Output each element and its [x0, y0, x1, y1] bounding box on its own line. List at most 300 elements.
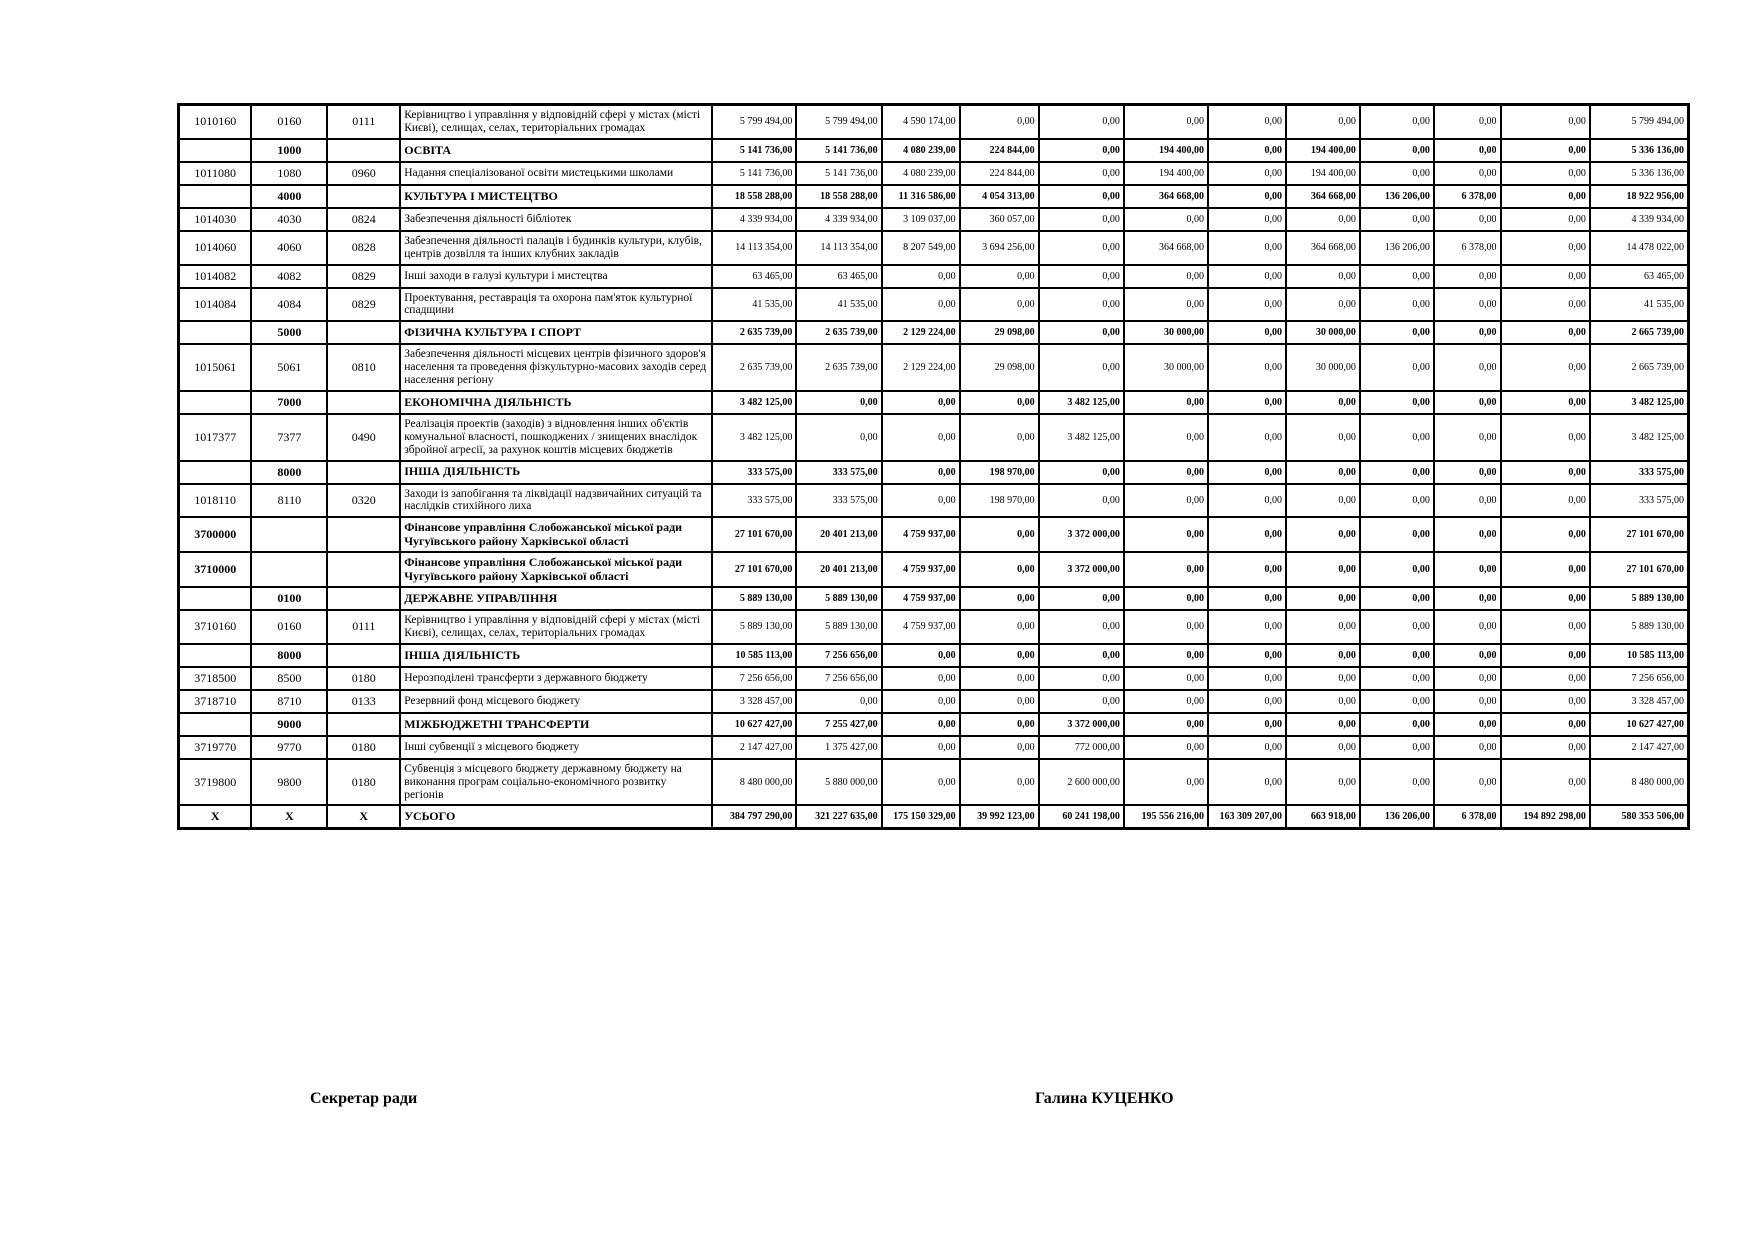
value-cell-4: 0,00 [960, 736, 1039, 759]
value-cell-11: 0,00 [1501, 517, 1590, 552]
value-cell-5: 0,00 [1039, 208, 1124, 231]
table-row [179, 185, 1689, 208]
program-code-cell [179, 139, 252, 162]
table-row [179, 610, 1689, 644]
typed-code-cell: 8000 [251, 461, 327, 484]
expenditure-name-cell: Резервний фонд місцевого бюджету [400, 690, 712, 713]
value-cell-4: 0,00 [960, 610, 1039, 644]
value-cell-7: 0,00 [1208, 391, 1286, 414]
value-cell-10: 6 378,00 [1434, 185, 1501, 208]
value-cell-11: 0,00 [1501, 162, 1590, 185]
typed-code-cell: 7377 [251, 414, 327, 461]
typed-code-cell: 7000 [251, 391, 327, 414]
program-code-cell: 1011080 [179, 162, 252, 185]
expenditure-name-cell: МІЖБЮДЖЕТНІ ТРАНСФЕРТИ [400, 713, 712, 736]
value-cell-7: 0,00 [1208, 265, 1286, 288]
table-row [179, 265, 1689, 288]
value-cell-4: 0,00 [960, 105, 1039, 139]
table-row [179, 805, 1689, 829]
budget-table-body [179, 105, 1689, 829]
value-cell-12: 3 482 125,00 [1590, 414, 1689, 461]
value-cell-10: 0,00 [1434, 344, 1501, 391]
value-cell-3: 0,00 [882, 690, 960, 713]
value-cell-3: 0,00 [882, 288, 960, 322]
value-cell-2: 14 113 354,00 [796, 231, 881, 265]
table-row [179, 288, 1689, 322]
value-cell-6: 0,00 [1124, 288, 1208, 322]
value-cell-2: 5 141 736,00 [796, 162, 881, 185]
program-code-cell [179, 461, 252, 484]
value-cell-11: 0,00 [1501, 713, 1590, 736]
value-cell-9: 0,00 [1360, 587, 1434, 610]
expenditure-name-cell: Субвенція з місцевого бюджету державному бюджету на виконання програм соціально-економічного розвитку регіонів [400, 759, 712, 806]
budget-table [177, 103, 1690, 830]
value-cell-3: 3 109 037,00 [882, 208, 960, 231]
expenditure-name-cell: ОСВІТА [400, 139, 712, 162]
value-cell-11: 0,00 [1501, 208, 1590, 231]
functional-code-cell: 0180 [327, 759, 400, 806]
value-cell-8: 0,00 [1286, 713, 1360, 736]
value-cell-2: 5 880 000,00 [796, 759, 881, 806]
value-cell-7: 0,00 [1208, 644, 1286, 667]
value-cell-6: 194 400,00 [1124, 139, 1208, 162]
signature-title: Секретар ради [310, 1090, 418, 1107]
value-cell-12: 10 627 427,00 [1590, 713, 1689, 736]
value-cell-2: 18 558 288,00 [796, 185, 881, 208]
program-code-cell: 3719770 [179, 736, 252, 759]
value-cell-1: 4 339 934,00 [712, 208, 796, 231]
value-cell-2: 0,00 [796, 690, 881, 713]
value-cell-10: 0,00 [1434, 713, 1501, 736]
value-cell-8: 0,00 [1286, 587, 1360, 610]
program-code-cell [179, 185, 252, 208]
program-code-cell: 1018110 [179, 484, 252, 518]
value-cell-10: 0,00 [1434, 461, 1501, 484]
value-cell-1: 27 101 670,00 [712, 517, 796, 552]
value-cell-3: 2 129 224,00 [882, 344, 960, 391]
value-cell-5: 3 482 125,00 [1039, 391, 1124, 414]
value-cell-7: 0,00 [1208, 759, 1286, 806]
value-cell-7: 0,00 [1208, 587, 1286, 610]
value-cell-1: 10 585 113,00 [712, 644, 796, 667]
value-cell-9: 136 206,00 [1360, 805, 1434, 829]
value-cell-3: 0,00 [882, 461, 960, 484]
value-cell-3: 4 590 174,00 [882, 105, 960, 139]
value-cell-11: 0,00 [1501, 690, 1590, 713]
value-cell-11: 194 892 298,00 [1501, 805, 1590, 829]
value-cell-7: 0,00 [1208, 690, 1286, 713]
value-cell-2: 7 255 427,00 [796, 713, 881, 736]
expenditure-name-cell: ФІЗИЧНА КУЛЬТУРА І СПОРТ [400, 321, 712, 344]
value-cell-4: 224 844,00 [960, 139, 1039, 162]
value-cell-7: 0,00 [1208, 713, 1286, 736]
value-cell-1: 41 535,00 [712, 288, 796, 322]
value-cell-8: 0,00 [1286, 265, 1360, 288]
value-cell-10: 0,00 [1434, 759, 1501, 806]
value-cell-5: 3 372 000,00 [1039, 517, 1124, 552]
value-cell-3: 0,00 [882, 644, 960, 667]
value-cell-9: 0,00 [1360, 759, 1434, 806]
value-cell-4: 0,00 [960, 552, 1039, 587]
program-code-cell: 3710000 [179, 552, 252, 587]
program-code-cell [179, 391, 252, 414]
functional-code-cell: 0824 [327, 208, 400, 231]
value-cell-5: 0,00 [1039, 265, 1124, 288]
value-cell-4: 0,00 [960, 759, 1039, 806]
table-row [179, 414, 1689, 461]
expenditure-name-cell: Керівництво і управління у відповідній сфері у містах (місті Києві), селищах, селах, територіальних громадах [400, 105, 712, 139]
value-cell-8: 0,00 [1286, 610, 1360, 644]
program-code-cell: 3719800 [179, 759, 252, 806]
value-cell-3: 4 080 239,00 [882, 162, 960, 185]
expenditure-name-cell: Інші субвенції з місцевого бюджету [400, 736, 712, 759]
value-cell-1: 2 635 739,00 [712, 344, 796, 391]
value-cell-8: 0,00 [1286, 105, 1360, 139]
value-cell-6: 194 400,00 [1124, 162, 1208, 185]
table-row [179, 162, 1689, 185]
value-cell-6: 364 668,00 [1124, 231, 1208, 265]
value-cell-1: 333 575,00 [712, 484, 796, 518]
expenditure-name-cell: Надання спеціалізованої освіти мистецькими школами [400, 162, 712, 185]
value-cell-4: 198 970,00 [960, 484, 1039, 518]
value-cell-7: 0,00 [1208, 517, 1286, 552]
typed-code-cell: 5061 [251, 344, 327, 391]
value-cell-5: 0,00 [1039, 185, 1124, 208]
value-cell-9: 0,00 [1360, 610, 1434, 644]
value-cell-2: 20 401 213,00 [796, 517, 881, 552]
value-cell-10: 0,00 [1434, 414, 1501, 461]
value-cell-12: 14 478 022,00 [1590, 231, 1689, 265]
value-cell-12: 580 353 506,00 [1590, 805, 1689, 829]
expenditure-name-cell: ІНША ДІЯЛЬНІСТЬ [400, 461, 712, 484]
expenditure-name-cell: КУЛЬТУРА І МИСТЕЦТВО [400, 185, 712, 208]
value-cell-8: 0,00 [1286, 484, 1360, 518]
value-cell-3: 4 080 239,00 [882, 139, 960, 162]
value-cell-6: 0,00 [1124, 713, 1208, 736]
value-cell-10: 0,00 [1434, 552, 1501, 587]
value-cell-9: 0,00 [1360, 391, 1434, 414]
value-cell-2: 7 256 656,00 [796, 644, 881, 667]
value-cell-12: 2 665 739,00 [1590, 344, 1689, 391]
value-cell-3: 0,00 [882, 736, 960, 759]
value-cell-9: 0,00 [1360, 690, 1434, 713]
value-cell-3: 0,00 [882, 759, 960, 806]
value-cell-12: 2 665 739,00 [1590, 321, 1689, 344]
value-cell-8: 0,00 [1286, 690, 1360, 713]
typed-code-cell: 8000 [251, 644, 327, 667]
value-cell-6: 0,00 [1124, 690, 1208, 713]
value-cell-2: 41 535,00 [796, 288, 881, 322]
value-cell-11: 0,00 [1501, 759, 1590, 806]
value-cell-6: 0,00 [1124, 265, 1208, 288]
value-cell-9: 0,00 [1360, 162, 1434, 185]
table-row [179, 690, 1689, 713]
typed-code-cell: 4000 [251, 185, 327, 208]
value-cell-9: 0,00 [1360, 713, 1434, 736]
program-code-cell [179, 713, 252, 736]
value-cell-5: 0,00 [1039, 667, 1124, 690]
typed-code-cell: 4030 [251, 208, 327, 231]
value-cell-4: 0,00 [960, 288, 1039, 322]
table-row [179, 139, 1689, 162]
value-cell-8: 0,00 [1286, 736, 1360, 759]
program-code-cell [179, 644, 252, 667]
value-cell-5: 2 600 000,00 [1039, 759, 1124, 806]
program-code-cell [179, 587, 252, 610]
value-cell-9: 136 206,00 [1360, 185, 1434, 208]
table-row [179, 484, 1689, 518]
functional-code-cell: 0960 [327, 162, 400, 185]
typed-code-cell: 1000 [251, 139, 327, 162]
value-cell-9: 0,00 [1360, 736, 1434, 759]
value-cell-4: 224 844,00 [960, 162, 1039, 185]
functional-code-cell: 0180 [327, 736, 400, 759]
typed-code-cell: 5000 [251, 321, 327, 344]
value-cell-11: 0,00 [1501, 344, 1590, 391]
value-cell-8: 0,00 [1286, 759, 1360, 806]
value-cell-10: 0,00 [1434, 517, 1501, 552]
typed-code-cell: 0100 [251, 587, 327, 610]
value-cell-2: 5 141 736,00 [796, 139, 881, 162]
value-cell-6: 0,00 [1124, 208, 1208, 231]
value-cell-10: 0,00 [1434, 644, 1501, 667]
typed-code-cell: 8710 [251, 690, 327, 713]
program-code-cell: 1014084 [179, 288, 252, 322]
value-cell-2: 5 799 494,00 [796, 105, 881, 139]
value-cell-9: 0,00 [1360, 208, 1434, 231]
table-row [179, 587, 1689, 610]
value-cell-2: 4 339 934,00 [796, 208, 881, 231]
value-cell-1: 8 480 000,00 [712, 759, 796, 806]
typed-code-cell: 1080 [251, 162, 327, 185]
value-cell-1: 5 141 736,00 [712, 162, 796, 185]
value-cell-1: 63 465,00 [712, 265, 796, 288]
typed-code-cell: 4082 [251, 265, 327, 288]
value-cell-9: 0,00 [1360, 552, 1434, 587]
value-cell-10: 0,00 [1434, 736, 1501, 759]
value-cell-11: 0,00 [1501, 667, 1590, 690]
value-cell-7: 0,00 [1208, 139, 1286, 162]
value-cell-3: 4 759 937,00 [882, 552, 960, 587]
value-cell-4: 0,00 [960, 517, 1039, 552]
expenditure-name-cell: Заходи із запобігання та ліквідації надзвичайних ситуацій та наслідків стихійного лиха [400, 484, 712, 518]
value-cell-4: 4 054 313,00 [960, 185, 1039, 208]
value-cell-12: 3 328 457,00 [1590, 690, 1689, 713]
value-cell-12: 41 535,00 [1590, 288, 1689, 322]
typed-code-cell: 4084 [251, 288, 327, 322]
value-cell-6: 0,00 [1124, 391, 1208, 414]
value-cell-7: 0,00 [1208, 484, 1286, 518]
table-row [179, 105, 1689, 139]
expenditure-name-cell: Інші заходи в галузі культури і мистецтва [400, 265, 712, 288]
value-cell-6: 0,00 [1124, 667, 1208, 690]
value-cell-1: 3 328 457,00 [712, 690, 796, 713]
value-cell-9: 0,00 [1360, 667, 1434, 690]
program-code-cell: 1014030 [179, 208, 252, 231]
value-cell-1: 2 147 427,00 [712, 736, 796, 759]
value-cell-4: 3 694 256,00 [960, 231, 1039, 265]
functional-code-cell: 0810 [327, 344, 400, 391]
functional-code-cell: 0829 [327, 265, 400, 288]
value-cell-8: 0,00 [1286, 517, 1360, 552]
value-cell-12: 333 575,00 [1590, 484, 1689, 518]
typed-code-cell: 9770 [251, 736, 327, 759]
table-row [179, 208, 1689, 231]
functional-code-cell [327, 461, 400, 484]
value-cell-5: 3 372 000,00 [1039, 552, 1124, 587]
value-cell-12: 5 336 136,00 [1590, 162, 1689, 185]
program-code-cell: 1010160 [179, 105, 252, 139]
value-cell-5: 0,00 [1039, 644, 1124, 667]
value-cell-4: 29 098,00 [960, 321, 1039, 344]
value-cell-1: 5 889 130,00 [712, 610, 796, 644]
value-cell-10: 0,00 [1434, 105, 1501, 139]
value-cell-11: 0,00 [1501, 139, 1590, 162]
table-row [179, 713, 1689, 736]
value-cell-8: 0,00 [1286, 288, 1360, 322]
table-row [179, 391, 1689, 414]
value-cell-2: 333 575,00 [796, 461, 881, 484]
value-cell-5: 0,00 [1039, 288, 1124, 322]
value-cell-3: 0,00 [882, 713, 960, 736]
value-cell-5: 0,00 [1039, 105, 1124, 139]
value-cell-10: 0,00 [1434, 265, 1501, 288]
value-cell-6: 364 668,00 [1124, 185, 1208, 208]
value-cell-1: 27 101 670,00 [712, 552, 796, 587]
value-cell-10: 0,00 [1434, 321, 1501, 344]
value-cell-8: 0,00 [1286, 552, 1360, 587]
value-cell-6: 0,00 [1124, 484, 1208, 518]
typed-code-cell [251, 552, 327, 587]
value-cell-4: 29 098,00 [960, 344, 1039, 391]
value-cell-1: 5 889 130,00 [712, 587, 796, 610]
value-cell-11: 0,00 [1501, 105, 1590, 139]
expenditure-name-cell: Керівництво і управління у відповідній сфері у містах (місті Києві), селищах, селах, територіальних громадах [400, 610, 712, 644]
value-cell-12: 5 336 136,00 [1590, 139, 1689, 162]
value-cell-3: 0,00 [882, 414, 960, 461]
value-cell-7: 0,00 [1208, 321, 1286, 344]
value-cell-10: 0,00 [1434, 587, 1501, 610]
value-cell-12: 8 480 000,00 [1590, 759, 1689, 806]
signature-name: Галина КУЦЕНКО [1035, 1090, 1174, 1107]
value-cell-12: 18 922 956,00 [1590, 185, 1689, 208]
value-cell-4: 0,00 [960, 414, 1039, 461]
value-cell-12: 5 799 494,00 [1590, 105, 1689, 139]
value-cell-6: 0,00 [1124, 644, 1208, 667]
value-cell-8: 194 400,00 [1286, 139, 1360, 162]
value-cell-10: 0,00 [1434, 162, 1501, 185]
value-cell-7: 0,00 [1208, 461, 1286, 484]
value-cell-7: 0,00 [1208, 344, 1286, 391]
table-row [179, 517, 1689, 552]
value-cell-12: 4 339 934,00 [1590, 208, 1689, 231]
program-code-cell: 3710160 [179, 610, 252, 644]
value-cell-9: 0,00 [1360, 105, 1434, 139]
functional-code-cell: 0180 [327, 667, 400, 690]
value-cell-8: 364 668,00 [1286, 231, 1360, 265]
value-cell-8: 0,00 [1286, 644, 1360, 667]
value-cell-5: 0,00 [1039, 587, 1124, 610]
value-cell-12: 333 575,00 [1590, 461, 1689, 484]
functional-code-cell [327, 587, 400, 610]
value-cell-9: 136 206,00 [1360, 231, 1434, 265]
value-cell-8: 0,00 [1286, 208, 1360, 231]
value-cell-7: 0,00 [1208, 610, 1286, 644]
value-cell-12: 2 147 427,00 [1590, 736, 1689, 759]
value-cell-5: 0,00 [1039, 484, 1124, 518]
value-cell-3: 175 150 329,00 [882, 805, 960, 829]
value-cell-2: 0,00 [796, 414, 881, 461]
functional-code-cell: 0133 [327, 690, 400, 713]
value-cell-2: 5 889 130,00 [796, 587, 881, 610]
value-cell-12: 3 482 125,00 [1590, 391, 1689, 414]
value-cell-5: 0,00 [1039, 321, 1124, 344]
value-cell-4: 0,00 [960, 587, 1039, 610]
program-code-cell: 1017377 [179, 414, 252, 461]
value-cell-10: 0,00 [1434, 139, 1501, 162]
program-code-cell [179, 321, 252, 344]
value-cell-5: 0,00 [1039, 344, 1124, 391]
value-cell-1: 2 635 739,00 [712, 321, 796, 344]
functional-code-cell: 0828 [327, 231, 400, 265]
table-row [179, 321, 1689, 344]
value-cell-8: 30 000,00 [1286, 321, 1360, 344]
value-cell-7: 163 309 207,00 [1208, 805, 1286, 829]
value-cell-1: 3 482 125,00 [712, 391, 796, 414]
value-cell-12: 27 101 670,00 [1590, 552, 1689, 587]
typed-code-cell: 4060 [251, 231, 327, 265]
value-cell-1: 333 575,00 [712, 461, 796, 484]
value-cell-2: 5 889 130,00 [796, 610, 881, 644]
value-cell-3: 0,00 [882, 484, 960, 518]
value-cell-10: 6 378,00 [1434, 231, 1501, 265]
expenditure-name-cell: Забезпечення діяльності палаців і будинків культури, клубів, центрів дозвілля та інших клубних закладів [400, 231, 712, 265]
value-cell-12: 5 889 130,00 [1590, 610, 1689, 644]
value-cell-11: 0,00 [1501, 391, 1590, 414]
value-cell-3: 0,00 [882, 667, 960, 690]
value-cell-9: 0,00 [1360, 139, 1434, 162]
value-cell-1: 14 113 354,00 [712, 231, 796, 265]
value-cell-5: 3 372 000,00 [1039, 713, 1124, 736]
value-cell-4: 0,00 [960, 667, 1039, 690]
value-cell-7: 0,00 [1208, 231, 1286, 265]
table-row [179, 759, 1689, 806]
table-row [179, 552, 1689, 587]
value-cell-6: 0,00 [1124, 610, 1208, 644]
table-row [179, 644, 1689, 667]
value-cell-2: 0,00 [796, 391, 881, 414]
program-code-cell: Х [179, 805, 252, 829]
value-cell-5: 0,00 [1039, 231, 1124, 265]
value-cell-7: 0,00 [1208, 736, 1286, 759]
value-cell-12: 7 256 656,00 [1590, 667, 1689, 690]
expenditure-name-cell: ІНША ДІЯЛЬНІСТЬ [400, 644, 712, 667]
table-row [179, 344, 1689, 391]
value-cell-11: 0,00 [1501, 484, 1590, 518]
value-cell-5: 3 482 125,00 [1039, 414, 1124, 461]
value-cell-11: 0,00 [1501, 552, 1590, 587]
value-cell-10: 0,00 [1434, 484, 1501, 518]
functional-code-cell: 0320 [327, 484, 400, 518]
typed-code-cell: 8110 [251, 484, 327, 518]
table-row [179, 231, 1689, 265]
expenditure-name-cell: ЕКОНОМІЧНА ДІЯЛЬНІСТЬ [400, 391, 712, 414]
typed-code-cell: 0160 [251, 610, 327, 644]
value-cell-7: 0,00 [1208, 552, 1286, 587]
value-cell-9: 0,00 [1360, 288, 1434, 322]
value-cell-1: 3 482 125,00 [712, 414, 796, 461]
value-cell-10: 0,00 [1434, 288, 1501, 322]
